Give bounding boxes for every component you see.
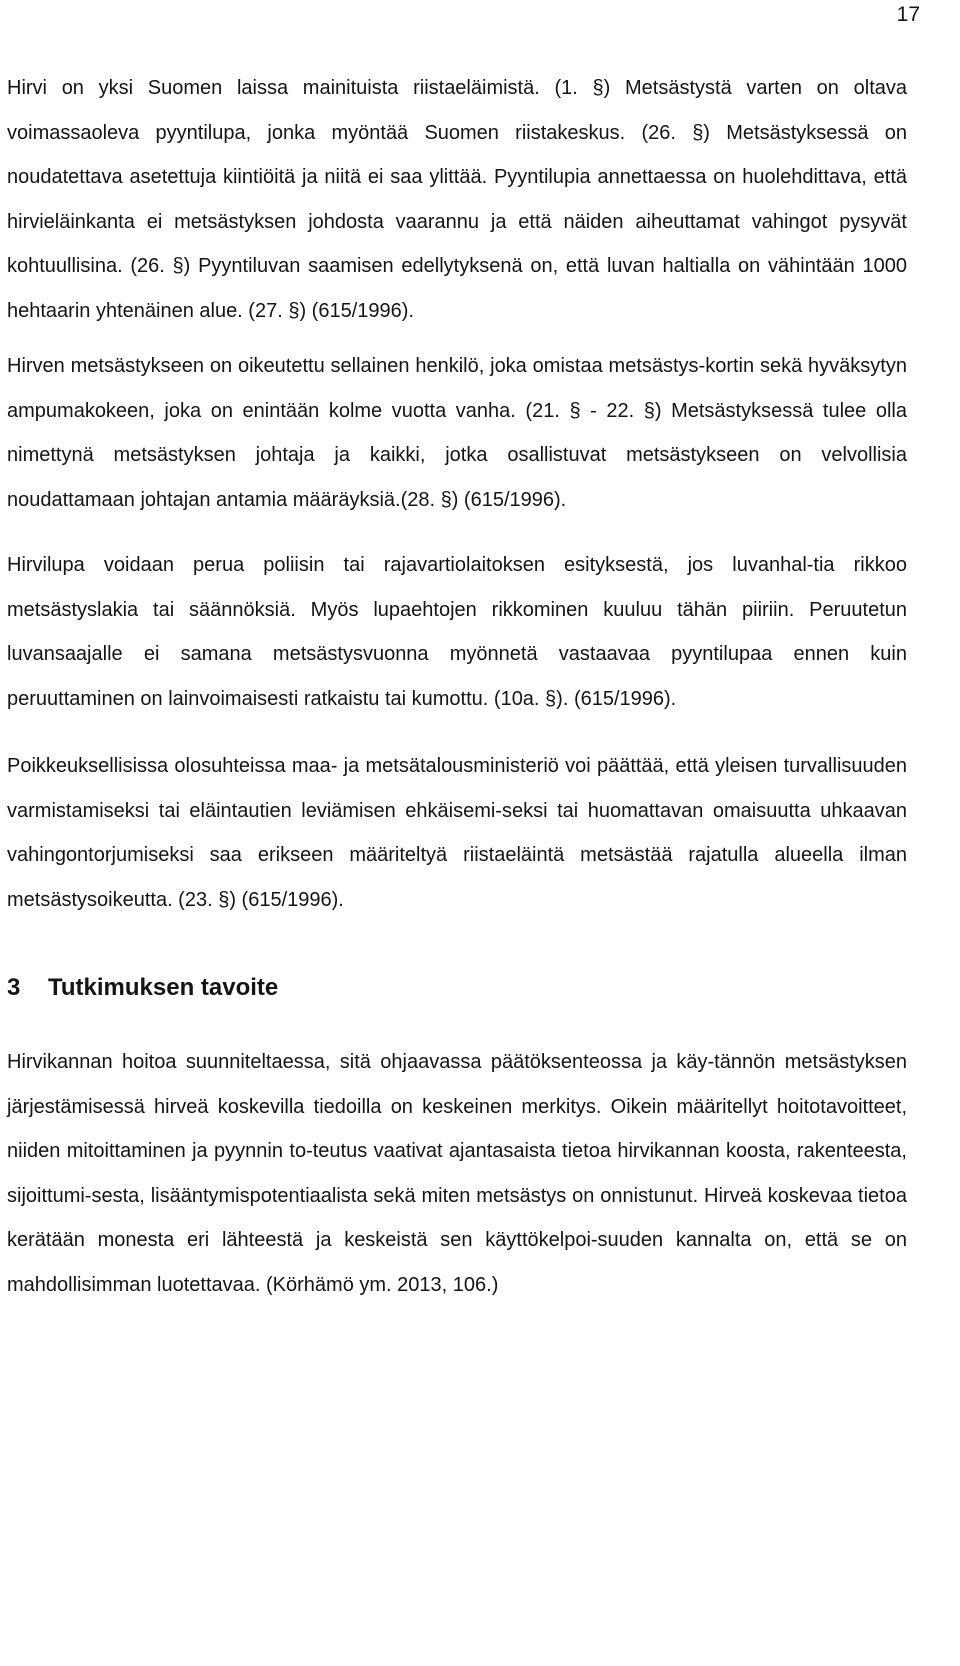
paragraph-permit-revocation: Hirvilupa voidaan perua poliisin tai rajavartiolaitoksen esityksestä, jos luvanhal-tia rikkoo metsästyslakia tai säännöksiä. Myös lupaehtojen rikkominen kuuluu tähän piiriin. Peruutetun luvansaajalle ei samana metsästysvuonna myönnetä vastaavaa pyyntilupaa ennen kuin peruuttaminen on lainvoimaisesti ratkaistu tai kumottu. (10a. §). (615/1996). [7,554,907,710]
paragraph-hunter-eligibility: Hirven metsästykseen on oikeutettu sellainen henkilö, joka omistaa metsästys-kortin sekä hyväksytyn ampumakokeen, joka on enintään kolme vuotta vanha. (21. § - 22. §) Metsästyksessä tulee olla nimettynä metsästyksen johtaja ja kaikki, jotka osallistuvat metsästykseen on velvollisia noudattamaan johtajan antamia määräyksiä.(28. §) (615/1996). [7,355,907,511]
paragraph-hunting-permit: Hirvi on yksi Suomen laissa mainituista riistaeläimistä. (1. §) Metsästystä varten on oltava voimassaoleva pyyntilupa, jonka myöntää Suomen riistakeskus. (26. §) Metsästyksessä on noudatettava asetettuja kiintiöitä ja niitä ei saa ylittää. Pyyntilupia annettaessa on huolehdittava, että hirvieläinkanta ei metsästyksen johdosta vaarannu ja että näiden aiheuttamat vahingot pysyvät kohtuullisina. (26. §) Pyyntiluvan saamisen edellytyksenä on, että luvan haltialla on vähintään 1000 hehtaarin yhtenäinen alue. (27. §) (615/1996). [7,77,907,322]
page-number: 17 [896,3,920,26]
section-title: Tutkimuksen tavoite [48,974,279,1001]
section-heading [7,970,907,1006]
document-body [7,66,907,1307]
paragraph-research-objective: Hirvikannan hoitoa suunniteltaessa, sitä ohjaavassa päätöksenteossa ja käy-tännön metsästyksen järjestämisessä hirveä koskevilla tiedoilla on keskeinen merkitys. Oikein määritellyt hoitotavoitteet, niiden mitoittaminen ja pyynnin to-teutus vaativat ajantasaista tietoa hirvikannan koosta, rakenteesta, sijoittumi-sesta, lisääntymispotentiaalista sekä miten metsästys on onnistunut. Hirveä koskevaa tietoa kerätään monesta eri lähteestä ja keskeistä sen käyttökelpoi-suuden kannalta on, että se on mahdollisimman luotettavaa. (Körhämö ym. 2013, 106.) [7,1051,907,1296]
paragraph-exceptional-circumstances: Poikkeuksellisissa olosuhteissa maa- ja metsätalousministeriö voi päättää, että yleisen turvallisuuden varmistamiseksi tai eläintautien leviämisen ehkäisemi-seksi tai huomattavan omaisuutta uhkaavan vahingontorjumiseksi saa erikseen määriteltyä riistaeläintä metsästää rajatulla alueella ilman metsästysoikeutta. (23. §) (615/1996). [7,755,907,911]
section-number: 3 [7,974,21,1001]
